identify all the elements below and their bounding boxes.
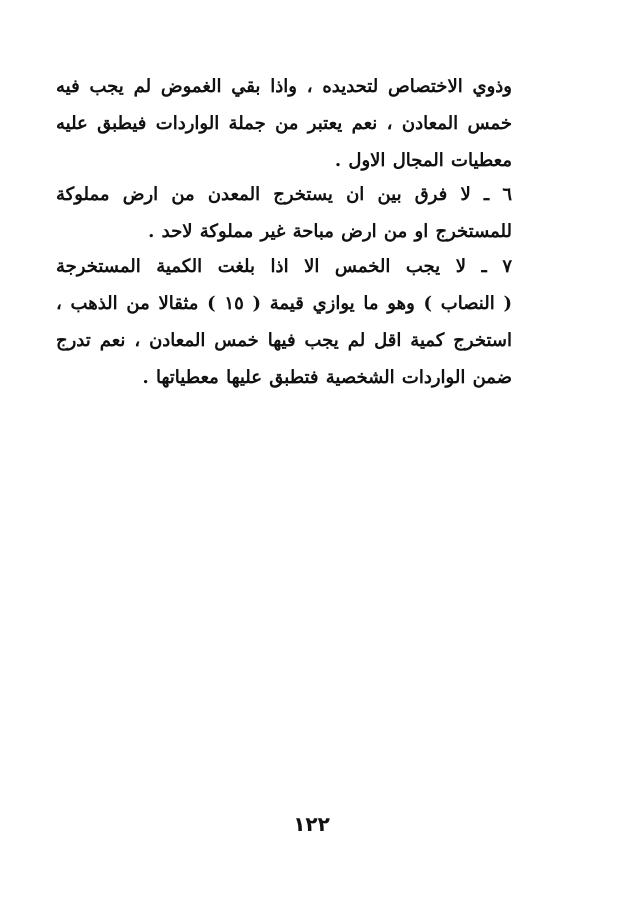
paragraph-line: ( النصاب ) وهو ما يوازي قيمة ( ١٥ ) مثقالا من الذهب ، [56,293,512,314]
paragraph-line: استخرج كمية اقل لم يجب فيها خمس المعادن ، نعم تدرج [56,330,512,351]
page-number: ١٢٢ [293,812,330,836]
paragraph-line: ٧ ـ لا يجب الخمس الا اذا بلغت الكمية المستخرجة [56,256,512,277]
paragraph-line: خمس المعادن ، نعم يعتبر من جملة الواردات فيطبق عليه [56,113,512,134]
paragraph-line: للمستخرج او من ارض مباحة غير مملوكة لاحد . [148,221,512,242]
paragraph-line: ضمن الواردات الشخصية فتطبق عليها معطياتها . [142,367,512,388]
paragraph-2 [56,176,512,250]
paragraph-3 [56,248,512,396]
paragraph-line: معطيات المجال الاول . [334,150,512,171]
paragraph-line: ٦ ـ لا فرق بين ان يستخرج المعدن من ارض مملوكة [56,184,512,205]
paragraph-1 [56,68,512,179]
paragraph-line: وذوي الاختصاص لتحديده ، واذا بقي الغموض لم يجب فيه [56,76,512,97]
